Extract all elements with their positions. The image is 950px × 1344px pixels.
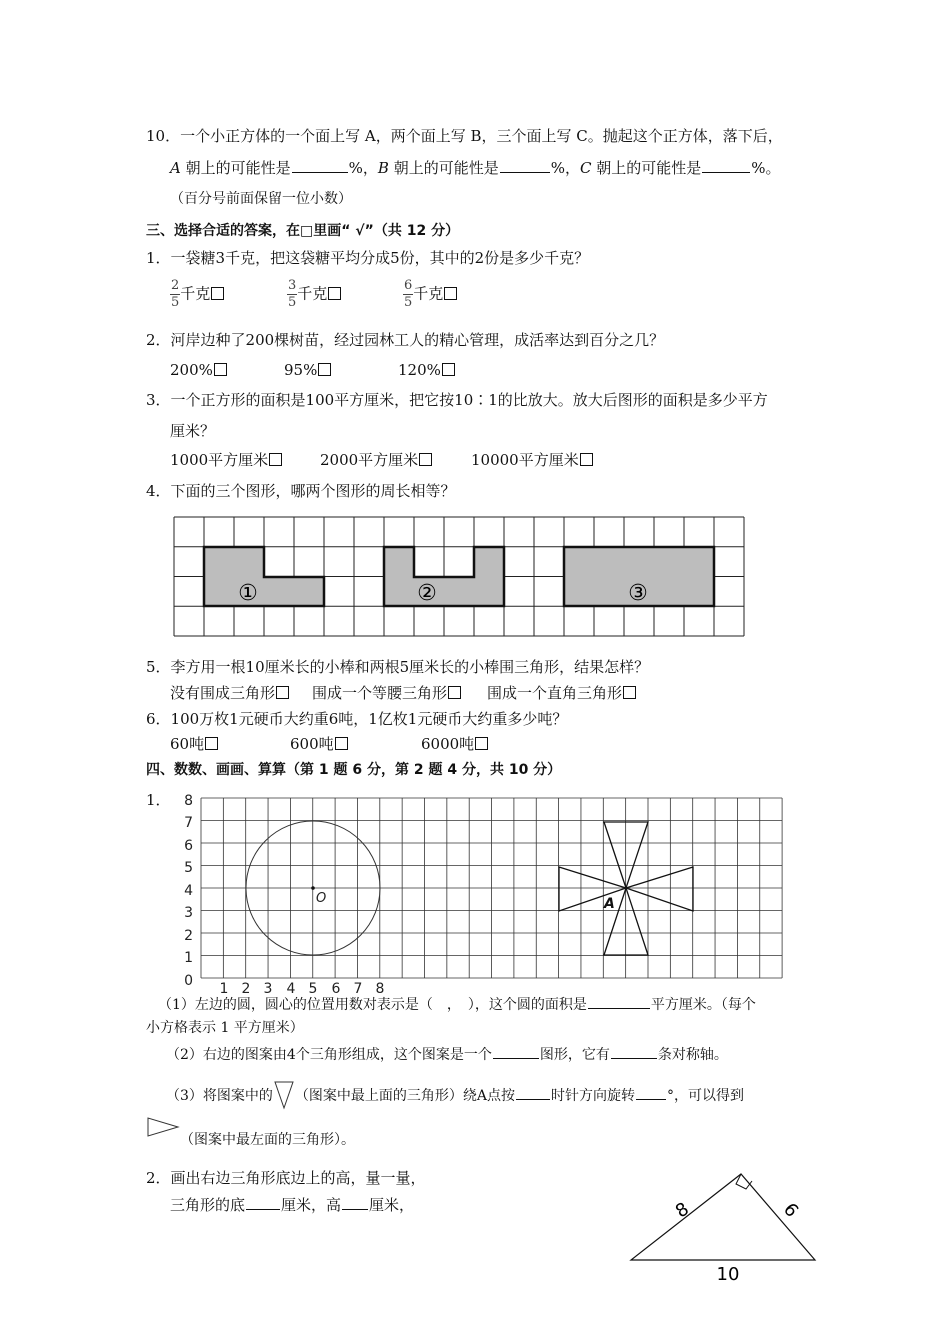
- option-label: 200%: [170, 361, 213, 379]
- sub3-text-c: 时针方向旋转: [551, 1088, 636, 1104]
- coordinate-grid-figure: [0, 780, 950, 995]
- option-label: 1000平方厘米: [170, 451, 269, 469]
- y-tick: 0: [184, 973, 193, 989]
- s3-q5-option-2[interactable]: [312, 683, 461, 703]
- checkbox[interactable]: [623, 686, 636, 699]
- q10-note: （百分号前面保留一位小数）: [170, 191, 352, 207]
- side-left-label: 8: [671, 1198, 693, 1223]
- sub2-text-a: （2）右边的图案由4个三角形组成，这个图案是一个: [166, 1047, 492, 1063]
- x-tick: 6: [331, 981, 341, 995]
- frac-den: 5: [404, 295, 413, 310]
- checkbox[interactable]: [335, 737, 348, 750]
- section4-title: 四、数数、画画、算算（第 1 题 6 分，第 2 题 4 分，共 10 分）: [146, 762, 562, 778]
- option-label: 600吨: [290, 735, 334, 753]
- s4-sub1-line1: [158, 994, 756, 1015]
- pct-b: %，: [550, 159, 580, 177]
- shape-1-label: ①: [238, 581, 258, 606]
- x-tick: 8: [375, 981, 385, 995]
- sub3-text-a: （3）将图案中的: [166, 1088, 273, 1104]
- frac-den: 5: [288, 295, 297, 310]
- y-tick: 3: [184, 905, 193, 921]
- x-axis-ticks: [220, 981, 385, 995]
- q10-line1: 10．一个小正方体的一个面上写 A，两个面上写 B，三个面上写 C。抛起这个正方体，落下后，: [146, 127, 783, 145]
- circle-center-label: O: [316, 891, 327, 906]
- s4-q2-line2: [170, 1195, 414, 1215]
- s3-q2-text: 2．河岸边种了200棵树苗，经过园林工人的精心管理，成活率达到百分之几？: [146, 331, 665, 349]
- option-label: 60吨: [170, 735, 205, 753]
- y-tick: 2: [184, 928, 193, 944]
- x-tick: 1: [219, 981, 229, 995]
- coordinate-grid: [201, 798, 782, 978]
- base-label: 10: [716, 1264, 740, 1285]
- triangle-right: [626, 867, 693, 911]
- frac-den: 5: [171, 295, 180, 310]
- checkbox[interactable]: [475, 737, 488, 750]
- s3-q1-text: 1．一袋糖3千克，把这袋糖平均分成5份，其中的2份是多少千克？: [146, 249, 590, 267]
- point-a-label: A: [604, 896, 615, 912]
- sub3-text-b: （图案中最上面的三角形）绕A点按: [294, 1088, 516, 1104]
- x-tick: 4: [286, 981, 296, 995]
- s3-q5-text: 5．李方用一根10厘米长的小棒和两根5厘米长的小棒围三角形，结果怎样？: [146, 658, 650, 676]
- sub3-text-d: °，可以得到: [667, 1088, 745, 1104]
- s4-sub1-line2: 小方格表示 1 平方厘米）: [146, 1020, 304, 1036]
- s4-sub2: [166, 1044, 728, 1065]
- s3-q6-option-2[interactable]: [290, 734, 348, 754]
- frac-num: 2: [171, 278, 180, 293]
- option-label: 没有围成三角形: [170, 684, 276, 702]
- side-right-label: 6: [778, 1199, 803, 1222]
- right-triangle-figure: [620, 1160, 830, 1290]
- section3-title: 三、选择合适的答案，在□里画“ √”（共 12 分）: [146, 223, 460, 239]
- option-label: 围成一个等腰三角形: [312, 684, 448, 702]
- circle-center-dot: [311, 886, 315, 890]
- top-triangle-icon: [273, 1080, 295, 1110]
- option-label: 95%: [284, 361, 318, 379]
- perimeter-grid-figure: [0, 0, 950, 660]
- checkbox[interactable]: [276, 686, 289, 699]
- axes-count-blank[interactable]: [611, 1044, 657, 1059]
- y-tick: 1: [184, 950, 193, 966]
- base-blank[interactable]: [246, 1195, 280, 1210]
- s3-q4-text: 4．下面的三个图形，哪两个图形的周长相等？: [146, 482, 456, 500]
- x-tick: 7: [353, 981, 363, 995]
- s3-q5-option-1[interactable]: [170, 683, 289, 703]
- frac-num: 6: [404, 278, 413, 293]
- shape-3-label: ③: [628, 581, 648, 606]
- pct-c: %。: [751, 159, 781, 177]
- shape-1: [204, 547, 324, 606]
- q2-text-b: 厘米，高: [281, 1196, 342, 1214]
- unit: 千克: [297, 284, 328, 303]
- sub1-text-a: （1）左边的圆，圆心的位置用数对表示是（ ， ），这个圆的面积是: [158, 997, 587, 1013]
- unit: 千克: [413, 284, 444, 303]
- angle-blank[interactable]: [636, 1085, 666, 1100]
- q2-text-c: 厘米，: [369, 1196, 415, 1214]
- s4-q2-line1: 2．画出右边三角形底边上的高，量一量，: [146, 1169, 426, 1187]
- s4-sub3-line2: （图案中最左面的三角形）。: [180, 1132, 355, 1148]
- option-label: 2000平方厘米: [320, 451, 419, 469]
- s3-q6-text: 6．100万枚1元硬币大约重6吨，1亿枚1元硬币大约重多少吨？: [146, 710, 568, 728]
- q10-text-c: 朝上的可能性是: [591, 159, 702, 177]
- shape-2-label: ②: [417, 581, 437, 606]
- q2-text-a: 三角形的底: [170, 1196, 246, 1214]
- s4-q1-num: 1．: [146, 791, 171, 809]
- sub2-text-b: 图形，它有: [539, 1047, 610, 1063]
- label-a: A: [170, 159, 181, 177]
- pct-a: %，: [348, 159, 378, 177]
- height-blank[interactable]: [342, 1195, 368, 1210]
- unit: 千克: [180, 284, 211, 303]
- label-b: B: [377, 159, 389, 177]
- left-triangle-icon: [146, 1116, 180, 1138]
- checkbox[interactable]: [205, 737, 218, 750]
- y-tick: 8: [184, 793, 193, 809]
- sub1-text-b: 平方厘米。（每个: [650, 997, 756, 1013]
- x-tick: 3: [263, 981, 273, 995]
- direction-blank[interactable]: [516, 1085, 550, 1100]
- y-tick: 5: [184, 860, 193, 876]
- s3-q5-option-3[interactable]: [487, 683, 636, 703]
- s3-q6-option-3[interactable]: [421, 734, 488, 754]
- q10-text-a: 朝上的可能性是: [180, 159, 291, 177]
- y-axis-ticks: [184, 793, 193, 989]
- figure-type-blank[interactable]: [493, 1044, 539, 1059]
- y-tick: 4: [184, 883, 193, 899]
- s3-q6-option-1[interactable]: [170, 734, 218, 754]
- option-label: 10000平方厘米: [471, 451, 579, 469]
- option-label: 围成一个直角三角形: [487, 684, 623, 702]
- x-tick: 2: [241, 981, 251, 995]
- sub2-text-c: 条对称轴。: [657, 1047, 728, 1063]
- s3-q3-text2: 厘米？: [170, 422, 216, 440]
- frac-num: 3: [288, 278, 297, 293]
- x-tick: 5: [308, 981, 318, 995]
- y-tick: 7: [184, 815, 193, 831]
- triangle-left: [559, 867, 626, 911]
- checkbox[interactable]: [448, 686, 461, 699]
- s4-sub3-line1: [166, 1080, 744, 1110]
- q10-text-b: 朝上的可能性是: [388, 159, 499, 177]
- option-label: 120%: [398, 361, 441, 379]
- y-tick: 6: [184, 838, 193, 854]
- label-c: C: [579, 159, 592, 177]
- s3-q3-text1: 3．一个正方形的面积是100平方厘米，把它按10∶1的比放大。放大后图形的面积是多少平方: [146, 391, 768, 409]
- option-label: 6000吨: [421, 735, 475, 753]
- area-answer-blank[interactable]: [588, 994, 650, 1009]
